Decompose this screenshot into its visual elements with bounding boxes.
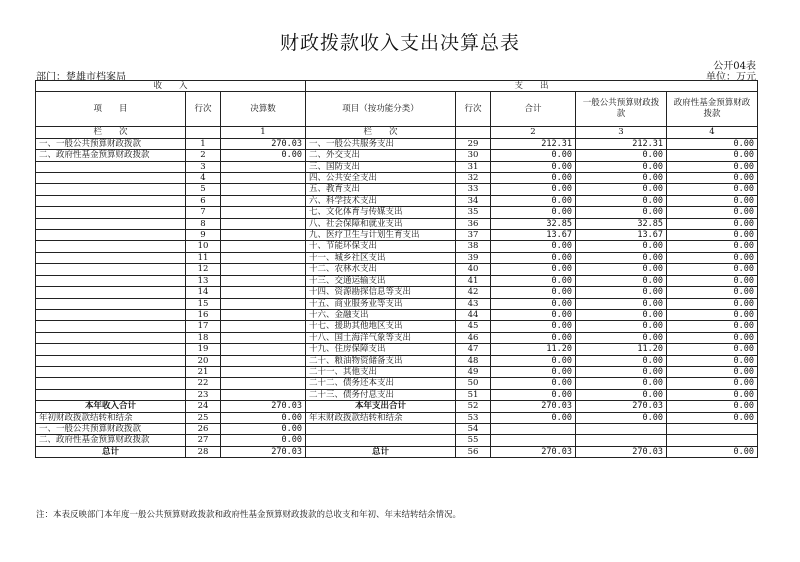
general-budget-amount: 0.00: [576, 264, 667, 275]
income-item: [36, 378, 186, 389]
expense-row-no: 44: [456, 309, 491, 320]
expense-item: 十六、金融支出: [306, 309, 456, 320]
income-row-no: 27: [186, 435, 221, 446]
total-amount: 0.00: [491, 150, 576, 161]
table-row: [36, 401, 758, 412]
income-row-no: 24: [186, 401, 221, 412]
general-budget-amount: 0.00: [576, 195, 667, 206]
general-budget-amount: 0.00: [576, 161, 667, 172]
expense-item-header: 项目（按功能分类）: [306, 92, 456, 127]
expense-row-no: 50: [456, 378, 491, 389]
income-item: [36, 161, 186, 172]
general-budget-amount: 0.00: [576, 298, 667, 309]
general-budget-amount: 0.00: [576, 184, 667, 195]
income-amount: [221, 355, 306, 366]
total-amount: 0.00: [491, 173, 576, 184]
general-budget-amount: 11.20: [576, 344, 667, 355]
income-row-no: 12: [186, 264, 221, 275]
general-budget-amount: 0.00: [576, 252, 667, 263]
income-amount: [221, 378, 306, 389]
income-amount: [221, 275, 306, 286]
expense-item: [306, 423, 456, 434]
income-header: 收 入: [36, 81, 306, 92]
expense-item: 总计: [306, 446, 456, 457]
fund-budget-amount: 0.00: [667, 184, 758, 195]
expense-row-no: 51: [456, 389, 491, 400]
total-amount: 0.00: [491, 195, 576, 206]
total-amount: 0.00: [491, 264, 576, 275]
income-row-no: 11: [186, 252, 221, 263]
expense-row-no: 34: [456, 195, 491, 206]
expense-row-no: 53: [456, 412, 491, 423]
expense-item: 本年支出合计: [306, 401, 456, 412]
general-budget-amount: 270.03: [576, 401, 667, 412]
table-row: [36, 275, 758, 286]
general-budget-amount: 0.00: [576, 355, 667, 366]
fund-budget-amount: 0.00: [667, 275, 758, 286]
income-amount: [221, 332, 306, 343]
expense-row-no: 54: [456, 423, 491, 434]
expense-item: 一、一般公共服务支出: [306, 138, 456, 149]
income-amount: [221, 241, 306, 252]
total-amount: 0.00: [491, 287, 576, 298]
total-amount: 0.00: [491, 207, 576, 218]
table-row: [36, 264, 758, 275]
fund-budget-amount: 0.00: [667, 298, 758, 309]
total-amount: 0.00: [491, 389, 576, 400]
table-row: [36, 378, 758, 389]
income-item: 年初财政拨款结转和结余: [36, 412, 186, 423]
income-amount: 270.03: [221, 401, 306, 412]
fund-budget-amount: 0.00: [667, 412, 758, 423]
fund-budget-amount: 0.00: [667, 207, 758, 218]
income-item: [36, 321, 186, 332]
expense-item: 二十、粮油物资储备支出: [306, 355, 456, 366]
income-row-no-header: 行次: [186, 92, 221, 127]
total-header: 合计: [491, 92, 576, 127]
expense-item: 十八、国土海洋气象等支出: [306, 332, 456, 343]
income-row-no: 10: [186, 241, 221, 252]
general-budget-amount: 0.00: [576, 389, 667, 400]
general-budget-amount: 32.85: [576, 218, 667, 229]
budget-summary-table: [35, 80, 758, 458]
income-amount: [221, 389, 306, 400]
income-row-no: 18: [186, 332, 221, 343]
total-amount: 270.03: [491, 446, 576, 457]
form-code: 公开04表: [713, 61, 756, 72]
income-amount: [221, 230, 306, 241]
income-item: [36, 366, 186, 377]
table-row: [36, 184, 758, 195]
expense-row-no: 40: [456, 264, 491, 275]
total-amount: 0.00: [491, 321, 576, 332]
expense-row-no: 55: [456, 435, 491, 446]
income-item: 总计: [36, 446, 186, 457]
expense-item: 十五、商业服务业等支出: [306, 298, 456, 309]
total-amount: [491, 423, 576, 434]
income-amount: 0.00: [221, 423, 306, 434]
income-amount: [221, 218, 306, 229]
fund-budget-amount: 0.00: [667, 321, 758, 332]
general-budget-amount: 0.00: [576, 150, 667, 161]
total-amount: 0.00: [491, 298, 576, 309]
fund-budget-amount: 0.00: [667, 252, 758, 263]
expense-item: 十七、援助其他地区支出: [306, 321, 456, 332]
table-row: [36, 344, 758, 355]
expense-row-no: 46: [456, 332, 491, 343]
expense-row-no: 29: [456, 138, 491, 149]
income-row-no: 21: [186, 366, 221, 377]
report-title: 财政拨款收入支出决算总表: [279, 32, 520, 54]
income-amount: 270.03: [221, 446, 306, 457]
table-row: [36, 309, 758, 320]
fund-budget-amount: [667, 423, 758, 434]
final-amount-header: 决算数: [221, 92, 306, 127]
total-amount: 270.03: [491, 401, 576, 412]
fund-budget-amount: 0.00: [667, 366, 758, 377]
column-label: 栏 次: [36, 127, 186, 138]
table-row: [36, 195, 758, 206]
income-row-no: 13: [186, 275, 221, 286]
expense-row-no: 37: [456, 230, 491, 241]
unit-label: 单位：万元: [706, 72, 756, 83]
income-row-no: 7: [186, 207, 221, 218]
income-row-no: 9: [186, 230, 221, 241]
fund-budget-amount: 0.00: [667, 264, 758, 275]
table-row: [36, 389, 758, 400]
total-amount: 11.20: [491, 344, 576, 355]
income-amount: [221, 264, 306, 275]
income-item: [36, 230, 186, 241]
column-header-row: [36, 92, 758, 127]
table-row: [36, 435, 758, 446]
department-label: 部门：楚雄市档案局: [36, 72, 126, 83]
income-item: [36, 264, 186, 275]
general-budget-amount: 13.67: [576, 230, 667, 241]
income-item: 二、政府性基金预算财政拨款: [36, 435, 186, 446]
fund-budget-amount: 0.00: [667, 389, 758, 400]
total-amount: 0.00: [491, 412, 576, 423]
expense-row-no: 45: [456, 321, 491, 332]
income-amount: 0.00: [221, 150, 306, 161]
total-amount: 0.00: [491, 184, 576, 195]
total-amount: 0.00: [491, 309, 576, 320]
income-row-no: 17: [186, 321, 221, 332]
expense-row-no: 47: [456, 344, 491, 355]
table-body: [36, 138, 758, 457]
fund-budget-amount: 0.00: [667, 218, 758, 229]
expense-item: 二十三、债务付息支出: [306, 389, 456, 400]
expense-item: 二十二、债务还本支出: [306, 378, 456, 389]
fund-budget-amount: 0.00: [667, 195, 758, 206]
expense-row-no: 30: [456, 150, 491, 161]
col-index-4: 4: [667, 127, 758, 138]
expense-item: 十一、城乡社区支出: [306, 252, 456, 263]
expense-row-no: 41: [456, 275, 491, 286]
expense-row-no: 33: [456, 184, 491, 195]
expense-row-no: 32: [456, 173, 491, 184]
total-amount: 0.00: [491, 355, 576, 366]
expense-row-no: 36: [456, 218, 491, 229]
fund-budget-amount: 0.00: [667, 173, 758, 184]
income-item: 一、一般公共预算财政拨款: [36, 423, 186, 434]
footnote: 注：本表反映部门本年度一般公共预算财政拨款和政府性基金预算财政拨款的总收支和年初、年末结转结余情况。: [36, 510, 462, 520]
income-row-no: 25: [186, 412, 221, 423]
general-budget-amount: 0.00: [576, 321, 667, 332]
total-amount: 0.00: [491, 332, 576, 343]
table-row: [36, 218, 758, 229]
income-item: [36, 287, 186, 298]
total-amount: 212.31: [491, 138, 576, 149]
income-row-no: 5: [186, 184, 221, 195]
expense-row-no: 31: [456, 161, 491, 172]
expense-row-no: 38: [456, 241, 491, 252]
col-index-2: 2: [491, 127, 576, 138]
fund-budget-amount: 0.00: [667, 332, 758, 343]
income-row-no: 6: [186, 195, 221, 206]
table-row: [36, 423, 758, 434]
expense-item: 五、教育支出: [306, 184, 456, 195]
fund-budget-amount: 0.00: [667, 150, 758, 161]
income-amount: [221, 195, 306, 206]
income-item: 二、政府性基金预算财政拨款: [36, 150, 186, 161]
income-row-no: 22: [186, 378, 221, 389]
expense-item: 十二、农林水支出: [306, 264, 456, 275]
total-amount: 13.67: [491, 230, 576, 241]
income-item: [36, 173, 186, 184]
general-budget-amount: [576, 423, 667, 434]
column-label: 栏 次: [306, 127, 456, 138]
total-amount: 32.85: [491, 218, 576, 229]
income-item: [36, 195, 186, 206]
general-budget-amount: 0.00: [576, 241, 667, 252]
income-item: [36, 252, 186, 263]
total-amount: 0.00: [491, 275, 576, 286]
total-amount: 0.00: [491, 366, 576, 377]
income-amount: [221, 252, 306, 263]
fund-budget-amount: 0.00: [667, 230, 758, 241]
fund-budget-amount: 0.00: [667, 344, 758, 355]
income-item: [36, 207, 186, 218]
income-amount: [221, 309, 306, 320]
income-row-no: 20: [186, 355, 221, 366]
col-index-1: 1: [221, 127, 306, 138]
income-row-no: 8: [186, 218, 221, 229]
income-item: 一、一般公共预算财政拨款: [36, 138, 186, 149]
expense-item: 二十一、其他支出: [306, 366, 456, 377]
expense-row-no: 52: [456, 401, 491, 412]
general-budget-amount: 0.00: [576, 207, 667, 218]
table-row: [36, 173, 758, 184]
expense-item: 三、国防支出: [306, 161, 456, 172]
expense-item: 九、医疗卫生与计划生育支出: [306, 230, 456, 241]
fund-budget-amount: 0.00: [667, 161, 758, 172]
total-amount: [491, 435, 576, 446]
expense-item: 十、节能环保支出: [306, 241, 456, 252]
income-item: [36, 275, 186, 286]
general-budget-amount: 0.00: [576, 412, 667, 423]
expense-row-no: 42: [456, 287, 491, 298]
income-row-no: 4: [186, 173, 221, 184]
general-budget-amount: 0.00: [576, 275, 667, 286]
expense-header: 支 出: [306, 81, 758, 92]
expense-row-no: 48: [456, 355, 491, 366]
income-item: [36, 389, 186, 400]
income-row-no: 1: [186, 138, 221, 149]
income-item-header: 项 目: [36, 92, 186, 127]
table-row: [36, 412, 758, 423]
fund-budget-amount: 0.00: [667, 446, 758, 457]
expense-item: 四、公共安全支出: [306, 173, 456, 184]
fund-budget-amount: 0.00: [667, 241, 758, 252]
fund-budget-amount: 0.00: [667, 378, 758, 389]
income-row-no: 3: [186, 161, 221, 172]
income-item: [36, 309, 186, 320]
fund-budget-amount: [667, 435, 758, 446]
income-amount: [221, 287, 306, 298]
fund-budget-amount: 0.00: [667, 401, 758, 412]
table-row: [36, 355, 758, 366]
general-budget-amount: 0.00: [576, 366, 667, 377]
general-budget-amount: 0.00: [576, 309, 667, 320]
expense-row-no: 39: [456, 252, 491, 263]
income-item: 本年收入合计: [36, 401, 186, 412]
income-row-no: 2: [186, 150, 221, 161]
expense-row-no: 49: [456, 366, 491, 377]
income-amount: [221, 184, 306, 195]
income-amount: [221, 173, 306, 184]
income-row-no: 28: [186, 446, 221, 457]
income-row-no: 16: [186, 309, 221, 320]
table-row: [36, 446, 758, 457]
expense-item: 八、社会保障和就业支出: [306, 218, 456, 229]
income-amount: [221, 321, 306, 332]
income-amount: 0.00: [221, 435, 306, 446]
income-amount: [221, 298, 306, 309]
col-index-3: 3: [576, 127, 667, 138]
fund-budget-amount: 0.00: [667, 138, 758, 149]
income-row-no: 19: [186, 344, 221, 355]
table-row: [36, 161, 758, 172]
general-budget-amount: 0.00: [576, 378, 667, 389]
income-item: [36, 355, 186, 366]
table-row: [36, 150, 758, 161]
section-header-row: [36, 81, 758, 92]
income-row-no: 23: [186, 389, 221, 400]
fund-budget-amount: 0.00: [667, 355, 758, 366]
total-amount: 0.00: [491, 241, 576, 252]
income-amount: [221, 207, 306, 218]
total-amount: 0.00: [491, 378, 576, 389]
expense-item: [306, 435, 456, 446]
income-amount: [221, 344, 306, 355]
income-item: [36, 184, 186, 195]
general-budget-amount: 270.03: [576, 446, 667, 457]
table-row: [36, 138, 758, 149]
income-item: [36, 241, 186, 252]
table-row: [36, 207, 758, 218]
table-row: [36, 252, 758, 263]
table-row: [36, 298, 758, 309]
expense-item: 十三、交通运输支出: [306, 275, 456, 286]
general-budget-amount: 0.00: [576, 173, 667, 184]
income-item: [36, 344, 186, 355]
column-index-row: [36, 127, 758, 138]
expense-item: 十四、资源勘探信息等支出: [306, 287, 456, 298]
income-row-no: 15: [186, 298, 221, 309]
general-budget-amount: [576, 435, 667, 446]
expense-item: 七、文化体育与传媒支出: [306, 207, 456, 218]
table-row: [36, 287, 758, 298]
expense-item: 六、科学技术支出: [306, 195, 456, 206]
income-item: [36, 298, 186, 309]
general-budget-amount: 212.31: [576, 138, 667, 149]
income-item: [36, 332, 186, 343]
general-budget-amount: 0.00: [576, 287, 667, 298]
expense-item: 年末财政拨款结转和结余: [306, 412, 456, 423]
income-row-no: 26: [186, 423, 221, 434]
expense-item: 二、外交支出: [306, 150, 456, 161]
table-row: [36, 241, 758, 252]
total-amount: 0.00: [491, 252, 576, 263]
table-row: [36, 366, 758, 377]
fund-budget-amount: 0.00: [667, 287, 758, 298]
table-row: [36, 321, 758, 332]
fund-budget-header: 政府性基金预算财政拨款: [667, 92, 758, 127]
general-budget-header: 一般公共预算财政拨款: [576, 92, 667, 127]
income-item: [36, 218, 186, 229]
expense-row-no: 35: [456, 207, 491, 218]
general-budget-amount: 0.00: [576, 332, 667, 343]
income-amount: 0.00: [221, 412, 306, 423]
income-row-no: 14: [186, 287, 221, 298]
expense-row-no: 56: [456, 446, 491, 457]
total-amount: 0.00: [491, 161, 576, 172]
expense-item: 十九、住房保障支出: [306, 344, 456, 355]
income-amount: 270.03: [221, 138, 306, 149]
expense-row-no: 43: [456, 298, 491, 309]
table-row: [36, 332, 758, 343]
income-amount: [221, 366, 306, 377]
income-amount: [221, 161, 306, 172]
expense-row-no-header: 行次: [456, 92, 491, 127]
table-row: [36, 230, 758, 241]
fund-budget-amount: 0.00: [667, 309, 758, 320]
